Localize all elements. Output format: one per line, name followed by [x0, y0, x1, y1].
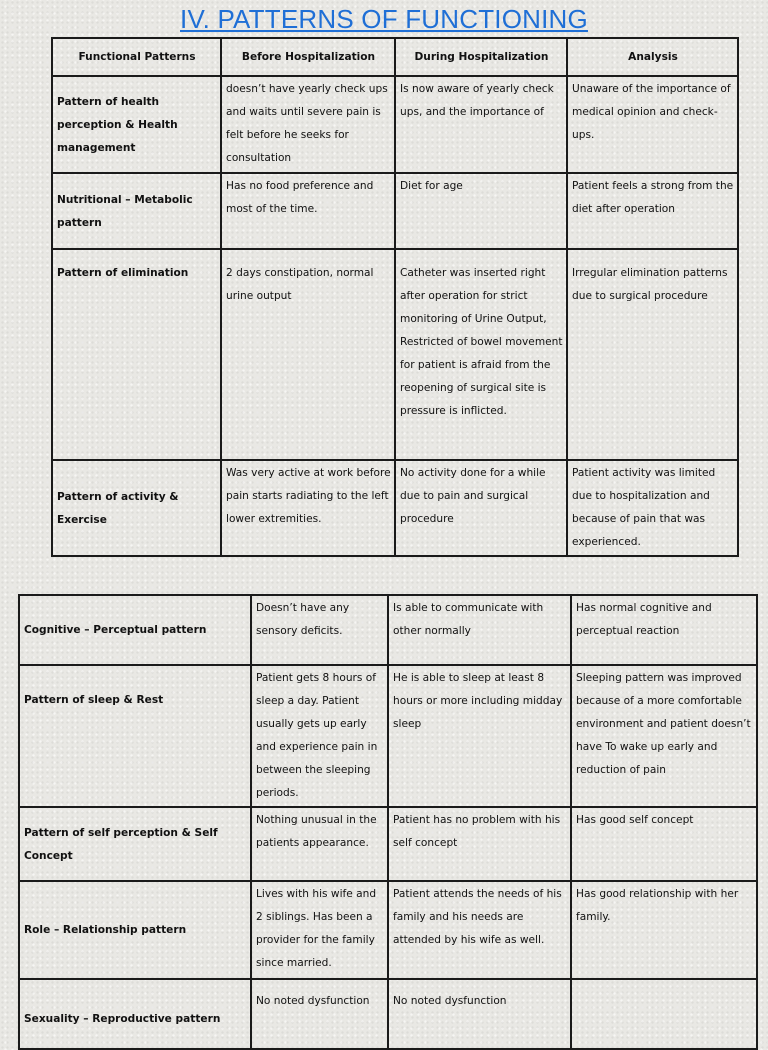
analysis-cell: Patient feels a strong from the diet after operation [567, 173, 738, 249]
analysis-cell: Sleeping pattern was improved because of a more comfortable environment and patient doesn’t have To wake up early and reduction of pain [571, 665, 757, 807]
table-row [19, 881, 757, 979]
table-header-row [52, 38, 738, 76]
before-cell: Was very active at work before pain starts radiating to the left lower extremities. [221, 460, 395, 556]
analysis-cell: Patient activity was limited due to hospitalization and because of pain that was experienced. [567, 460, 738, 556]
before-cell: doesn’t have yearly check ups and waits until severe pain is felt before he seeks for consultation [221, 76, 395, 173]
table-row [19, 665, 757, 807]
during-cell: No activity done for a while due to pain and surgical procedure [395, 460, 567, 556]
analysis-cell: Has good relationship with her family. [571, 881, 757, 979]
during-cell: Diet for age [395, 173, 567, 249]
during-cell: Patient has no problem with his self concept [388, 807, 571, 881]
column-header: Before Hospitalization [221, 38, 395, 76]
analysis-cell: Unaware of the importance of medical opinion and check-ups. [567, 76, 738, 173]
analysis-cell: Has normal cognitive and perceptual reaction [571, 595, 757, 665]
table-row [19, 595, 757, 665]
column-header: During Hospitalization [395, 38, 567, 76]
before-cell: Lives with his wife and 2 siblings. Has been a provider for the family since married. [251, 881, 388, 979]
column-header: Functional Patterns [52, 38, 221, 76]
page-title: IV. PATTERNS OF FUNCTIONING [180, 4, 588, 34]
pattern-cell: Nutritional – Metabolic pattern [52, 173, 221, 249]
pattern-cell: Pattern of health perception & Health management [52, 76, 221, 173]
functioning-table-1 [51, 37, 739, 557]
pattern-cell: Pattern of activity & Exercise [52, 460, 221, 556]
during-cell: Is able to communicate with other normally [388, 595, 571, 665]
before-cell: Has no food preference and most of the time. [221, 173, 395, 249]
pattern-cell: Sexuality – Reproductive pattern [19, 979, 251, 1049]
before-cell: No noted dysfunction [251, 979, 388, 1049]
pattern-cell: Pattern of self perception & Self Concept [19, 807, 251, 881]
table-row [19, 979, 757, 1049]
during-cell: Patient attends the needs of his family and his needs are attended by his wife as well. [388, 881, 571, 979]
before-cell: Doesn’t have any sensory deficits. [251, 595, 388, 665]
table-row [19, 807, 757, 881]
analysis-cell [571, 979, 757, 1049]
table-row [52, 249, 738, 460]
table-row [52, 173, 738, 249]
before-cell: Nothing unusual in the patients appearance. [251, 807, 388, 881]
pattern-cell: Cognitive – Perceptual pattern [19, 595, 251, 665]
analysis-cell: Irregular elimination patterns due to surgical procedure [567, 249, 738, 460]
before-cell: Patient gets 8 hours of sleep a day. Patient usually gets up early and experience pain in between the sleeping periods. [251, 665, 388, 807]
during-cell: He is able to sleep at least 8 hours or more including midday sleep [388, 665, 571, 807]
pattern-cell: Pattern of sleep & Rest [19, 665, 251, 807]
during-cell: No noted dysfunction [388, 979, 571, 1049]
pattern-cell: Role – Relationship pattern [19, 881, 251, 979]
analysis-cell: Has good self concept [571, 807, 757, 881]
functioning-table-2 [18, 594, 758, 1050]
during-cell: Is now aware of yearly check ups, and the importance of [395, 76, 567, 173]
table-row [52, 76, 738, 173]
pattern-cell: Pattern of elimination [52, 249, 221, 460]
column-header: Analysis [567, 38, 738, 76]
before-cell: 2 days constipation, normal urine output [221, 249, 395, 460]
during-cell: Catheter was inserted right after operation for strict monitoring of Urine Output, Restricted of bowel movement for patient is afraid from the reopening of surgical site is pressure is inflicted. [395, 249, 567, 460]
table-row [52, 460, 738, 556]
